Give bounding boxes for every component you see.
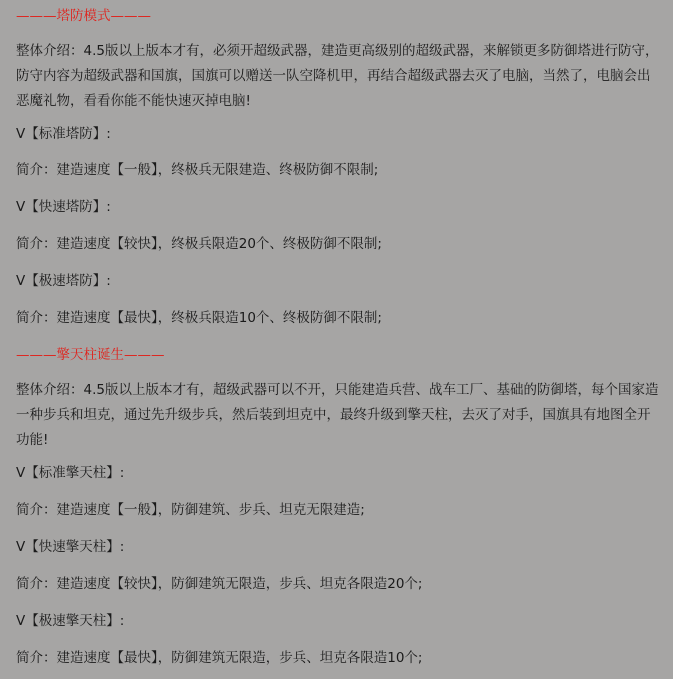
mode-title-fast-td: V【快速塔防】:: [16, 199, 111, 215]
mode-title-extreme-td: V【极速塔防】:: [16, 273, 111, 289]
mode-title-fast-optimus: V【快速擎天柱】:: [16, 539, 125, 555]
mode-title-standard-optimus: V【标准擎天柱】:: [16, 465, 125, 481]
mode-desc-extreme-td: 简介：建造速度【最快】，终极兵限造10个、终极防御不限制;: [16, 310, 382, 326]
section-heading-tower-defense: ———塔防模式———: [16, 8, 151, 24]
mode-title-extreme-optimus: V【极速擎天柱】:: [16, 613, 125, 629]
section-intro-optimus: 整体介绍：4.5版以上版本才有，超级武器可以不开，只能建造兵营、战车工厂、基础的防御塔，每个国家造一种步兵和坦克，通过先升级步兵，然后装到坦克中，最终升级到擎天柱，去灭了对手，国旗具有地图全开功能!: [16, 382, 659, 448]
mode-desc-fast-td: 简介：建造速度【较快】，终极兵限造20个、终极防御不限制;: [16, 236, 382, 252]
section-intro-tower-defense: 整体介绍：4.5版以上版本才有，必须开超级武器，建造更高级别的超级武器，来解锁更多防御塔进行防守，防守内容为超级武器和国旗，国旗可以赠送一队空降机甲，再结合超级武器去灭了电脑，当然了，电脑会出恶魔礼物，看看你能不能快速灭掉电脑!: [16, 43, 659, 109]
mode-desc-extreme-optimus: 简介：建造速度【最快】，防御建筑无限造，步兵、坦克各限造10个;: [16, 650, 423, 666]
mode-title-standard-td: V【标准塔防】:: [16, 126, 111, 142]
mode-desc-standard-td: 简介：建造速度【一般】，终极兵无限建造、终极防御不限制;: [16, 162, 379, 178]
mode-desc-fast-optimus: 简介：建造速度【较快】，防御建筑无限造，步兵、坦克各限造20个;: [16, 576, 423, 592]
mode-desc-standard-optimus: 简介：建造速度【一般】，防御建筑、步兵、坦克无限建造;: [16, 502, 365, 518]
section-heading-optimus: ———擎天柱诞生———: [16, 347, 165, 363]
